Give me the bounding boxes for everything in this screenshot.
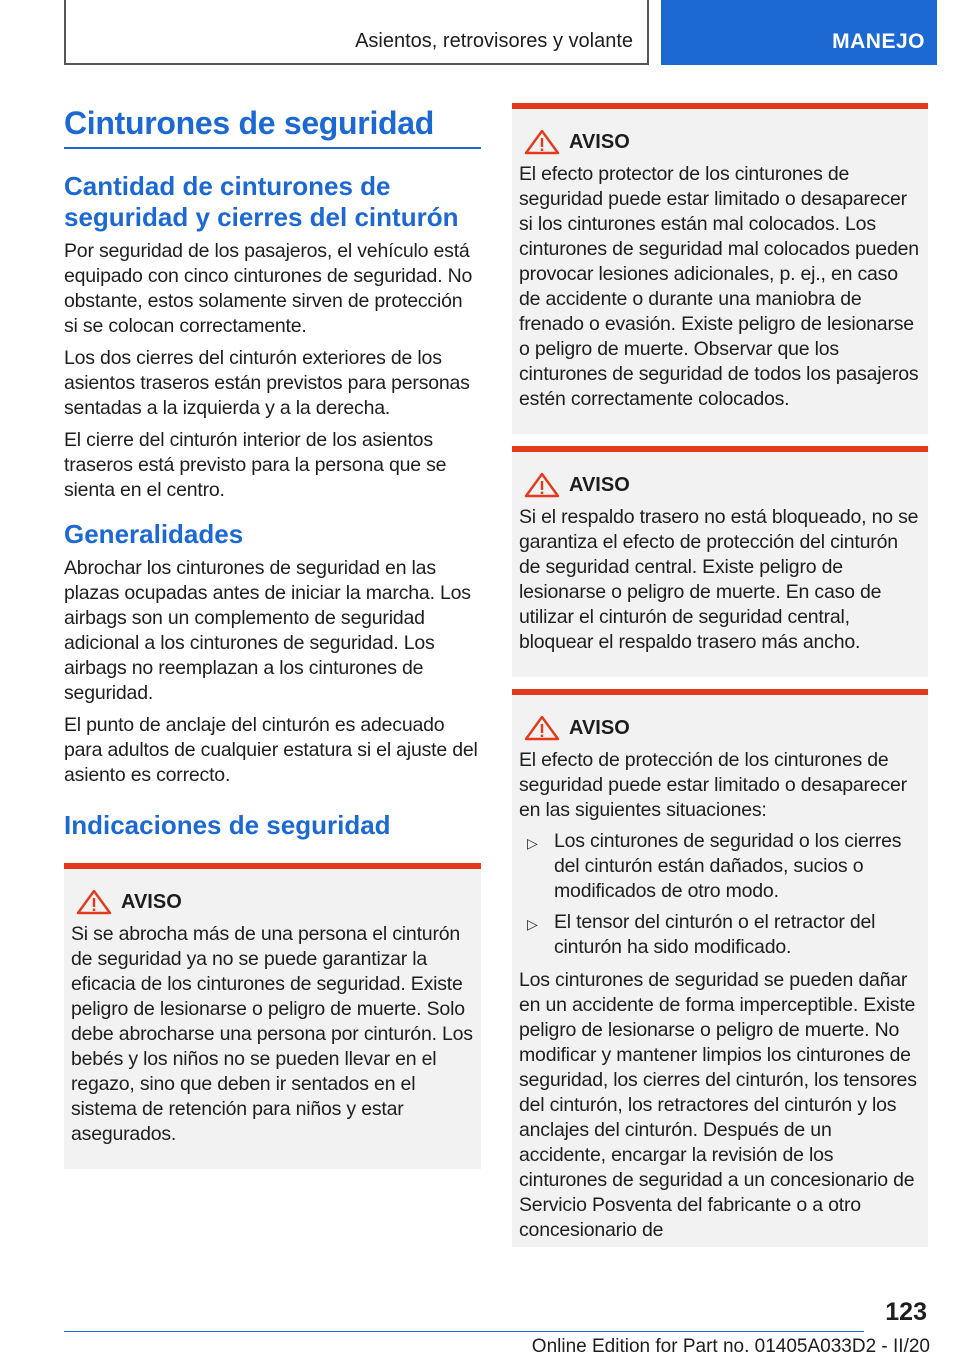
title-divider: [64, 147, 481, 149]
paragraph: Los dos cierres del cinturón exteriores de los asientos traseros están previstos para personas sentadas a la izquierda y a la derecha.: [64, 347, 470, 419]
list-item-text: El tensor del cinturón o el retractor del cinturón ha sido modificado.: [554, 911, 876, 958]
right-column: [512, 103, 928, 1247]
warning-header: [71, 889, 474, 915]
paragraph: El cierre del cinturón interior de los asientos traseros está previsto para la persona que se sienta en el centro.: [64, 429, 447, 501]
page-number: 123: [885, 1298, 927, 1326]
footer-divider: [64, 1331, 864, 1332]
warning-box: [512, 103, 928, 434]
list-item-text: Los cinturones de seguridad o los cierres del cinturón están dañados, sucios o modificados de otro modo.: [554, 830, 902, 902]
page-title: Cinturones de seguridad: [64, 105, 435, 141]
paragraph: El punto de anclaje del cinturón es adecuado para adultos de cualquier estatura si el ajuste del asiento es correcto.: [64, 714, 478, 786]
warning-header: [519, 472, 921, 498]
list-item: [519, 829, 921, 904]
warning-label: AVISO: [569, 716, 630, 739]
warning-text: Los cinturones de seguridad se pueden dañar en un accidente de forma imperceptible. Existe peligro de lesionarse o peligro de muerte. No modificar y mantener limpios los cinturones de seguridad, los cierres del cinturón, los tensores del cinturón, los retractores del cinturón y los anclajes del cinturón. Después de un accidente, encargar la revisión de los cinturones de seguridad a un concesionario de Servicio Posventa del fabricante o a otro concesionario de: [519, 969, 917, 1241]
section-heading-belt-count: Cantidad de cinturones de seguridad y cierres del cinturón: [64, 171, 459, 232]
warning-box: [512, 446, 928, 677]
paragraph: Por seguridad de los pasajeros, el vehículo está equipado con cinco cinturones de seguridad. No obstante, estos solamente sirven de protección si se colocan correctamente.: [64, 240, 473, 337]
header-section-box: [64, 0, 649, 65]
warning-label: AVISO: [569, 130, 630, 153]
bullet-triangle-icon: ▷: [527, 835, 538, 851]
warning-header: [519, 715, 921, 741]
warning-label: AVISO: [121, 890, 182, 913]
warning-triangle-icon: [522, 715, 562, 741]
warning-text: El efecto protector de los cinturones de seguridad puede estar limitado o desaparecer si los cinturones están mal colocados. Los cinturones de seguridad mal colocados pueden provocar lesiones adicionales, p. ej., en caso de accidente o durante una maniobra de frenado o evasión. Existe peligro de lesionarse o peligro de muerte. Observar que los cinturones de seguridad de todos los pasajeros estén correctamente colocados.: [519, 163, 919, 410]
warning-box: [64, 863, 481, 1169]
warning-intro: El efecto de protección de los cinturones de seguridad puede estar limitado o desaparecer en las siguientes situaciones:: [519, 749, 907, 821]
section-heading-safety: Indicaciones de seguridad: [64, 810, 391, 840]
warning-bullet-list: [519, 829, 921, 960]
warning-triangle-icon: [74, 889, 114, 915]
list-item: [519, 910, 921, 960]
header-section-title: Asientos, retrovisores y volante: [355, 30, 633, 52]
warning-box: [512, 689, 928, 1247]
header-chapter-label: MANEJO: [832, 30, 925, 53]
header-chapter-tab[interactable]: [661, 0, 937, 65]
bullet-triangle-icon: ▷: [527, 916, 538, 932]
section-heading-general: Generalidades: [64, 519, 244, 549]
warning-text: Si se abrocha más de una persona el cinturón de seguridad ya no se puede garantizar la eficacia de los cinturones de seguridad. Existe peligro de lesionarse o peligro de muerte. Solo debe abrocharse una persona por cinturón. Los bebés y los niños no se pueden llevar en el regazo, sino que deben ir sentados en el sistema de retención para niños y estar asegurados.: [71, 923, 473, 1145]
warning-label: AVISO: [569, 473, 630, 496]
warning-triangle-icon: [522, 129, 562, 155]
warning-text: Si el respaldo trasero no está bloqueado, no se garantiza el efecto de protección del cinturón de seguridad central. Existe peligro de lesionarse o peligro de muerte. En caso de utilizar el cinturón de seguridad central, bloquear el respaldo trasero más ancho.: [519, 506, 919, 653]
paragraph: Abrochar los cinturones de seguridad en las plazas ocupadas antes de iniciar la marcha. Los airbags son un complemento de seguridad adicional a los cinturones de seguridad. Los airbags no reemplazan a los cinturones de seguridad.: [64, 557, 471, 704]
warning-header: [519, 129, 921, 155]
warning-triangle-icon: [522, 472, 562, 498]
footer-edition: Online Edition for Part no. 01405A033D2 - II/20: [531, 1336, 930, 1357]
left-column: [64, 103, 481, 1169]
